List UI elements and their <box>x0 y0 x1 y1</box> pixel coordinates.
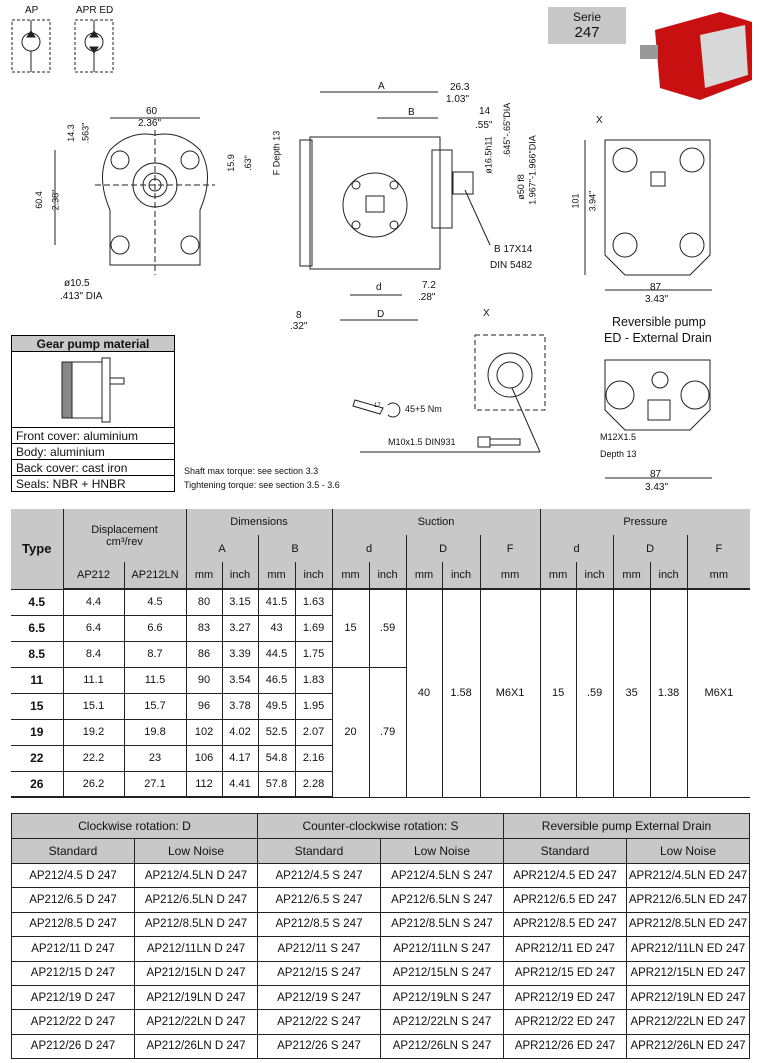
order-code-cell: APR212/15 ED 247 <box>504 961 627 985</box>
order-code-cell: APR212/15LN ED 247 <box>627 961 750 985</box>
torque-label: 45+5 Nm <box>405 404 442 414</box>
table-cell: 22.2 <box>63 745 124 771</box>
order-code-cell: AP212/26LN S 247 <box>381 1034 504 1058</box>
suction-d-inch: .79 <box>369 667 406 797</box>
order-code-cell: AP212/8.5 D 247 <box>12 912 135 936</box>
header-f: F <box>480 535 540 562</box>
sub-header: Low Noise <box>381 839 504 864</box>
type-cell: 8.5 <box>11 641 63 667</box>
table-row <box>11 589 750 615</box>
table-cell: 1.95 <box>295 693 332 719</box>
symbol-ap-label: AP <box>25 5 39 16</box>
type-cell: 22 <box>11 745 63 771</box>
spline-label: B 17X14 <box>494 244 533 255</box>
order-code-cell: AP212/11 D 247 <box>12 937 135 961</box>
dim-width-in: 2.36" <box>138 118 162 129</box>
table-cell: 90 <box>186 667 222 693</box>
suction-d-mm: 20 <box>332 667 369 797</box>
type-cell: 6.5 <box>11 615 63 641</box>
order-code-cell: AP212/6.5 D 247 <box>12 888 135 912</box>
side-view-drawing <box>300 92 493 320</box>
order-code-cell: AP212/22 D 247 <box>12 1010 135 1034</box>
table-cell: 4.5 <box>124 589 186 615</box>
shaft-diameter: ø16.5h11 <box>483 136 494 174</box>
header-unit-inch: inch <box>369 562 406 589</box>
rear-x-label: X <box>596 115 603 126</box>
suction-F: M6X1 <box>480 589 540 797</box>
order-code-cell: AP212/22LN S 247 <box>381 1010 504 1034</box>
serie-label: Serie <box>572 10 601 24</box>
type-cell: 15 <box>11 693 63 719</box>
order-code-cell: AP212/11LN D 247 <box>135 937 258 961</box>
table-cell: 2.16 <box>295 745 332 771</box>
order-code-cell: AP212/19LN D 247 <box>135 985 258 1009</box>
header-d: d <box>332 535 406 562</box>
dim-F-depth: F Depth 13 <box>271 130 282 176</box>
order-code-cell: AP212/6.5 S 247 <box>258 888 381 912</box>
dim-flange-mm: 7.2 <box>422 280 436 291</box>
table-cell: 57.8 <box>258 771 295 797</box>
dim-hole-mm: ø10.5 <box>64 278 90 289</box>
reversible-width-in: 3.43" <box>645 482 669 493</box>
suction-D-mm: 40 <box>406 589 442 797</box>
table-row <box>12 937 750 961</box>
type-cell: 4.5 <box>11 589 63 615</box>
header-suction: Suction <box>332 509 540 535</box>
order-code-cell: APR212/8.5 ED 247 <box>504 912 627 936</box>
table-cell: 3.54 <box>222 667 258 693</box>
material-item: Body: aluminium <box>12 444 174 460</box>
material-title: Gear pump material <box>12 336 174 352</box>
header-unit-inch: inch <box>295 562 332 589</box>
dim-flange-in: .28" <box>418 292 436 303</box>
table-cell: 27.1 <box>124 771 186 797</box>
sub-header: Standard <box>504 839 627 864</box>
table-row <box>12 888 750 912</box>
serie-badge <box>548 7 626 44</box>
header-d: D <box>406 535 480 562</box>
spline-standard: DIN 5482 <box>490 260 533 271</box>
order-code-cell: AP212/8.5LN D 247 <box>135 912 258 936</box>
table-cell: 3.39 <box>222 641 258 667</box>
dim-shaft-mm: 14 <box>479 106 491 117</box>
order-code-cell: APR212/6.5LN ED 247 <box>627 888 750 912</box>
order-code-cell: APR212/26 ED 247 <box>504 1034 627 1058</box>
table-cell: 19.2 <box>63 719 124 745</box>
table-cell: 1.75 <box>295 641 332 667</box>
suction-d-inch: .59 <box>369 589 406 667</box>
reversible-width-mm: 87 <box>650 469 662 480</box>
header-unit-mm: mm <box>540 562 576 589</box>
order-code-cell: AP212/22 S 247 <box>258 1010 381 1034</box>
pressure-D-inch: 1.38 <box>650 589 687 797</box>
dim-len-mm: 26.3 <box>450 82 470 93</box>
order-code-cell: AP212/15 D 247 <box>12 961 135 985</box>
type-cell: 26 <box>11 771 63 797</box>
order-code-cell: AP212/8.5 S 247 <box>258 912 381 936</box>
table-cell: 43 <box>258 615 295 641</box>
order-code-cell: AP212/11 S 247 <box>258 937 381 961</box>
table-cell: 46.5 <box>258 667 295 693</box>
order-code-cell: APR212/4.5 ED 247 <box>504 864 627 888</box>
dim-offset-mm: 15.9 <box>225 154 236 172</box>
order-code-cell: AP212/15LN S 247 <box>381 961 504 985</box>
table-cell: 23 <box>124 745 186 771</box>
table-row <box>12 1034 750 1058</box>
pump-photo <box>640 12 752 100</box>
detail-x-drawing <box>353 335 545 452</box>
table-cell: 83 <box>186 615 222 641</box>
dim-base-mm: 8 <box>296 310 302 321</box>
order-code-cell: AP212/22LN D 247 <box>135 1010 258 1034</box>
order-code-cell: APR212/11 ED 247 <box>504 937 627 961</box>
shaft-diameter-in: .645"-.65"DIA <box>502 102 513 158</box>
group-header: Clockwise rotation: D <box>12 814 258 839</box>
wrench-size: 17 <box>374 403 381 409</box>
drain-port-label: M12X1.5 <box>600 432 637 442</box>
order-code-cell: AP212/4.5 D 247 <box>12 864 135 888</box>
ordering-codes-table <box>11 813 750 1059</box>
order-code-cell: APR212/11LN ED 247 <box>627 937 750 961</box>
table-cell: 49.5 <box>258 693 295 719</box>
table-cell: 8.4 <box>63 641 124 667</box>
header-unit-inch: inch <box>442 562 480 589</box>
dim-shaft-in: .55" <box>475 120 493 131</box>
table-cell: 4.4 <box>63 589 124 615</box>
table-cell: 6.6 <box>124 615 186 641</box>
dim-len-in: 1.03" <box>446 94 470 105</box>
table-cell: 3.78 <box>222 693 258 719</box>
rear-height-in: 3.94" <box>587 190 598 212</box>
table-cell: 80 <box>186 589 222 615</box>
order-code-cell: AP212/15LN D 247 <box>135 961 258 985</box>
order-code-cell: AP212/6.5LN D 247 <box>135 888 258 912</box>
table-row <box>12 985 750 1009</box>
rear-view-drawing <box>585 140 712 290</box>
dim-height-mm: 60.4 <box>33 191 44 209</box>
header-unit-mm: mm <box>186 562 222 589</box>
table-cell: 11.1 <box>63 667 124 693</box>
rear-height-mm: 101 <box>570 193 581 209</box>
reversible-view-drawing <box>605 360 712 478</box>
material-box <box>11 335 175 492</box>
bolt-label: M10x1.5 DIN931 <box>388 437 456 447</box>
pressure-d-inch: .59 <box>576 589 613 797</box>
header-unit-mm: mm <box>406 562 442 589</box>
pilot-diameter: ø50 f8 <box>515 174 526 200</box>
header-unit-mm: mm <box>480 562 540 589</box>
table-cell: 54.8 <box>258 745 295 771</box>
order-code-cell: APR212/19LN ED 247 <box>627 985 750 1009</box>
table-cell: 3.27 <box>222 615 258 641</box>
order-code-cell: APR212/22LN ED 247 <box>627 1010 750 1034</box>
table-cell: 8.7 <box>124 641 186 667</box>
sub-header: Standard <box>258 839 381 864</box>
table-cell: 2.07 <box>295 719 332 745</box>
order-code-cell: AP212/6.5LN S 247 <box>381 888 504 912</box>
table-cell: 2.28 <box>295 771 332 797</box>
header-a: A <box>186 535 258 562</box>
header-unit-mm: mm <box>332 562 369 589</box>
material-item: Seals: NBR + HNBR <box>16 477 126 491</box>
header-unit-inch: inch <box>222 562 258 589</box>
table-cell: 15.1 <box>63 693 124 719</box>
pump-symbol-apr-ed <box>75 20 113 72</box>
pump-symbol-ap <box>12 20 50 72</box>
order-code-cell: AP212/26 S 247 <box>258 1034 381 1058</box>
table-cell: 11.5 <box>124 667 186 693</box>
displacement-unit: cm³/rev <box>106 535 143 548</box>
reversible-subtitle: ED - External Drain <box>604 331 712 345</box>
table-cell: 44.5 <box>258 641 295 667</box>
table-cell: 1.63 <box>295 589 332 615</box>
header-unit-inch: inch <box>650 562 687 589</box>
group-header: Reversible pump External Drain <box>504 814 750 839</box>
group-header: Counter-clockwise rotation: S <box>258 814 504 839</box>
table-cell: 4.17 <box>222 745 258 771</box>
type-cell: 11 <box>11 667 63 693</box>
order-code-cell: AP212/11LN S 247 <box>381 937 504 961</box>
header-ap212: AP212 <box>63 562 124 589</box>
table-cell: 112 <box>186 771 222 797</box>
sub-header: Low Noise <box>135 839 258 864</box>
table-row <box>12 961 750 985</box>
header-unit-mm: mm <box>613 562 650 589</box>
note-shaft-torque: Shaft max torque: see section 3.3 <box>184 466 319 476</box>
header-d: d <box>540 535 613 562</box>
order-code-cell: AP212/19 D 247 <box>12 985 135 1009</box>
rear-width-in: 3.43" <box>645 294 669 305</box>
dim-base-in: .32" <box>290 321 308 332</box>
material-item: Front cover: aluminium <box>12 428 174 444</box>
table-cell: 41.5 <box>258 589 295 615</box>
header-unit-mm: mm <box>258 562 295 589</box>
dim-A: A <box>378 81 385 92</box>
header-ap212ln: AP212LN <box>124 562 186 589</box>
front-view-drawing <box>55 118 215 275</box>
table-cell: 102 <box>186 719 222 745</box>
table-row <box>12 864 750 888</box>
table-cell: 19.8 <box>124 719 186 745</box>
table-cell: 86 <box>186 641 222 667</box>
order-code-cell: APR212/8.5LN ED 247 <box>627 912 750 936</box>
reversible-title: Reversible pump <box>612 315 706 329</box>
suction-D-inch: 1.58 <box>442 589 480 797</box>
order-code-cell: AP212/26LN D 247 <box>135 1034 258 1058</box>
order-code-cell: AP212/19 S 247 <box>258 985 381 1009</box>
table-cell: 4.41 <box>222 771 258 797</box>
table-cell: 106 <box>186 745 222 771</box>
table-cell: 3.15 <box>222 589 258 615</box>
table-cell: 52.5 <box>258 719 295 745</box>
suction-d-mm: 15 <box>332 589 369 667</box>
dim-hole-in: .413" DIA <box>60 291 103 302</box>
header-b: B <box>258 535 332 562</box>
material-item: Back cover: cast iron <box>12 460 174 476</box>
table-cell: 96 <box>186 693 222 719</box>
dim-B: B <box>408 107 415 118</box>
dim-d: d <box>376 282 382 293</box>
table-row <box>12 1010 750 1034</box>
header-pressure: Pressure <box>540 509 750 535</box>
order-code-cell: APR212/22 ED 247 <box>504 1010 627 1034</box>
order-code-cell: AP212/4.5LN S 247 <box>381 864 504 888</box>
pilot-diameter-in: 1.967"-1.966"DIA <box>527 135 538 205</box>
dim-h1: 14.3 <box>65 124 76 142</box>
detail-x-label: X <box>483 308 490 319</box>
header-displacement <box>63 509 186 562</box>
order-code-cell: APR212/6.5 ED 247 <box>504 888 627 912</box>
pressure-F: M6X1 <box>687 589 750 797</box>
note-tightening-torque: Tightening torque: see section 3.5 - 3.6 <box>184 480 340 490</box>
sub-header: Standard <box>12 839 135 864</box>
order-code-cell: APR212/19 ED 247 <box>504 985 627 1009</box>
pressure-d-mm: 15 <box>540 589 576 797</box>
serie-value: 247 <box>574 24 600 41</box>
header-type: Type <box>11 509 63 589</box>
table-cell: 1.83 <box>295 667 332 693</box>
dim-D: D <box>377 309 385 320</box>
table-cell: 15.7 <box>124 693 186 719</box>
table-cell: 26.2 <box>63 771 124 797</box>
pressure-D-mm: 35 <box>613 589 650 797</box>
header-d: D <box>613 535 687 562</box>
drain-depth-label: Depth 13 <box>600 449 637 459</box>
order-code-cell: AP212/8.5LN S 247 <box>381 912 504 936</box>
material-picture <box>12 352 174 428</box>
displacement-label: Displacement <box>91 523 158 536</box>
symbol-apr-ed-label: APR ED <box>76 5 114 16</box>
dim-h1-in: .563" <box>80 122 91 144</box>
header-unit-inch: inch <box>576 562 613 589</box>
dim-width-mm: 60 <box>146 106 158 117</box>
table-cell: 6.4 <box>63 615 124 641</box>
sub-header: Low Noise <box>627 839 750 864</box>
dim-height-in: 2.38" <box>50 189 61 211</box>
order-code-cell: AP212/4.5LN D 247 <box>135 864 258 888</box>
type-cell: 19 <box>11 719 63 745</box>
header-dimensions: Dimensions <box>186 509 332 535</box>
table-cell: 4.02 <box>222 719 258 745</box>
order-code-cell: AP212/26 D 247 <box>12 1034 135 1058</box>
table-row <box>12 912 750 936</box>
order-code-cell: AP212/4.5 S 247 <box>258 864 381 888</box>
rear-width-mm: 87 <box>650 282 662 293</box>
order-code-cell: AP212/15 S 247 <box>258 961 381 985</box>
header-unit-mm: mm <box>687 562 750 589</box>
order-code-cell: APR212/4.5LN ED 247 <box>627 864 750 888</box>
specifications-table <box>11 509 750 798</box>
table-cell: 1.69 <box>295 615 332 641</box>
header-f: F <box>687 535 750 562</box>
order-code-cell: AP212/19LN S 247 <box>381 985 504 1009</box>
order-code-cell: APR212/26LN ED 247 <box>627 1034 750 1058</box>
dim-offset-in: .63" <box>242 155 253 171</box>
